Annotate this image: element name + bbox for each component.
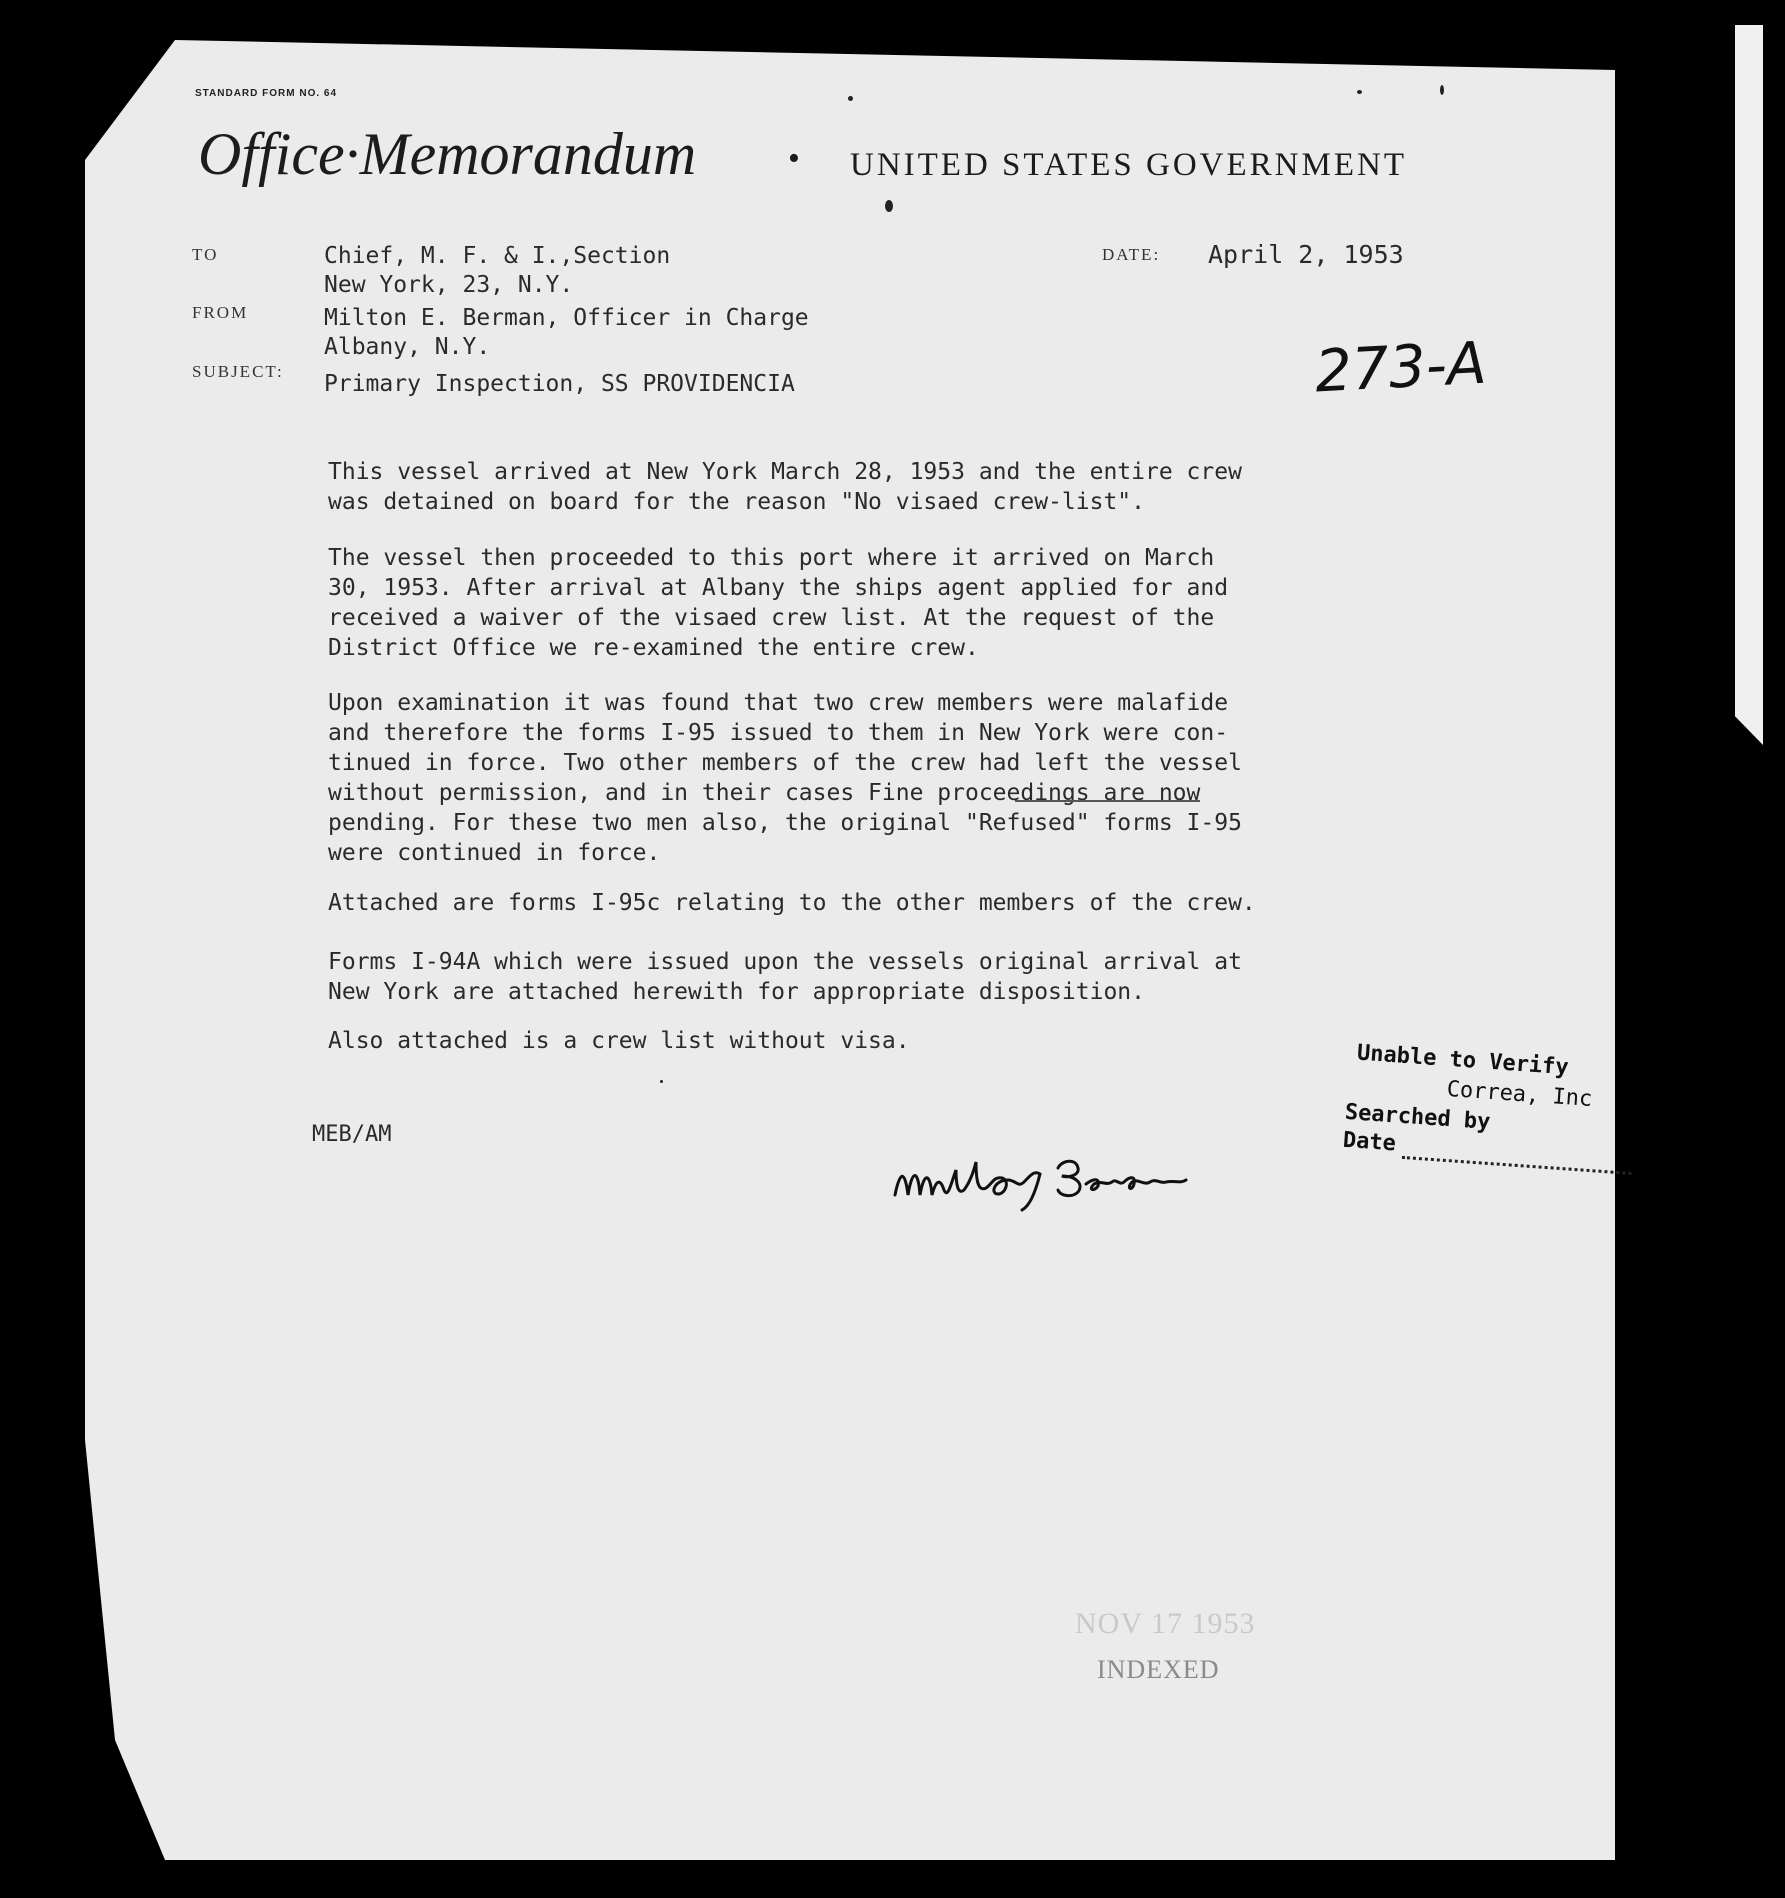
handwritten-underline [1015,800,1200,802]
from-label: FROM [192,303,249,322]
handwritten-file-number: 273-A [1313,328,1488,406]
stamp-line-4: Date [1342,1127,1397,1157]
memo-title-caps: UNITED STATES GOVERNMENT [850,147,1407,183]
to-value-line2: New York, 23, N.Y. [324,272,574,298]
speck [848,96,853,101]
memo-title-italic: Office·Memorandum [198,121,697,187]
typist-initials: MEB/AM [312,1122,392,1147]
signature-icon [890,1140,1230,1220]
stamp-line-2: Correa, Inc [1445,1076,1594,1113]
speck [1440,85,1444,95]
form-number: STANDARD FORM NO. 64 [195,88,338,99]
indexed-stamp: INDEXED [1097,1655,1220,1684]
from-value-line2: Albany, N.Y. [324,334,491,360]
from-value [324,304,809,362]
speck [885,200,893,212]
faint-date-stamp: NOV 17 1953 [1075,1607,1256,1640]
from-value-line1: Milton E. Berman, Officer in Charge [324,305,809,331]
speck [1357,90,1362,94]
to-label: TO [192,245,219,264]
to-value-line1: Chief, M. F. & I.,Section [324,243,671,269]
body-paragraph-6: Also attached is a crew list without visa. [328,1028,910,1054]
date-value: April 2, 1953 [1208,240,1404,269]
speck [660,1080,663,1083]
body-paragraph-3: Upon examination it was found that two crew members were malafide and therefore the forms I-95 issued to them in New York were con- tinued in force. Two other members of the crew had left the vessel without permission, and in their cases Fine proceedings are now pending. For these two men also, the original "Refused" forms I-95 were continued in force. [328,690,1242,866]
paper-fold-edge [1735,25,1763,745]
stamp-line-1: Unable to Verify [1356,1040,1570,1081]
to-value [324,242,670,300]
subject-value: Primary Inspection, SS PROVIDENCIA [324,371,795,397]
body-paragraph-5: Forms I-94A which were issued upon the vessels original arrival at New York are attached herewith for appropriate disposition. [328,949,1242,1005]
body-paragraph-2: The vessel then proceeded to this port where it arrived on March 30, 1953. After arrival at Albany the ships agent applied for and received a waiver of the visaed crew list. At the request of the District Office we re-examined the entire crew. [328,545,1229,661]
date-label: DATE: [1102,245,1161,264]
body-paragraph-4: Attached are forms I-95c relating to the other members of the crew. [328,890,1256,916]
subject-label: SUBJECT: [192,362,284,381]
body-paragraph-1: This vessel arrived at New York March 28, 1953 and the entire crew was detained on board for the reason "No visaed crew-list". [328,459,1242,515]
title-bullet: • [788,140,800,177]
stamp-line-3: Searched by [1344,1099,1492,1135]
